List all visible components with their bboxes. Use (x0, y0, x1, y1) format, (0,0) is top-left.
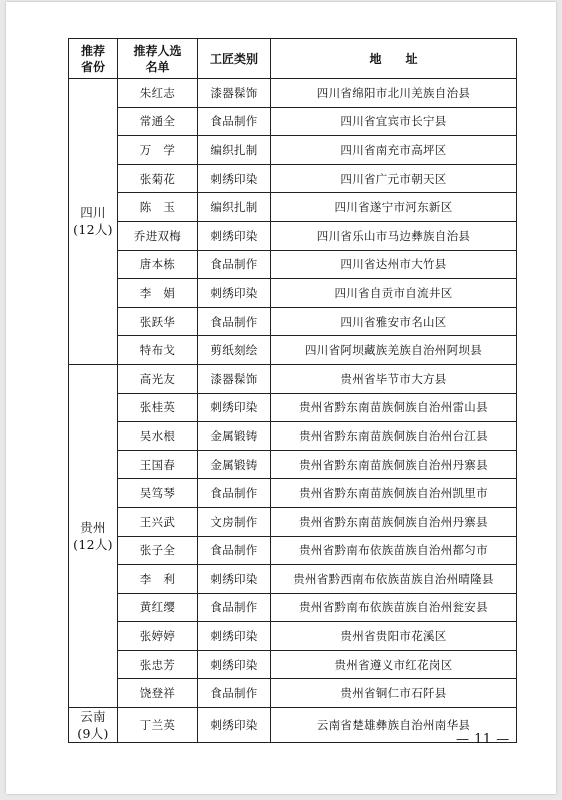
name-cell: 张菊花 (118, 164, 198, 193)
address-cell: 贵州省遵义市红花岗区 (271, 650, 517, 679)
name-cell: 张忠芳 (118, 650, 198, 679)
province-count: (12人) (73, 222, 113, 238)
name-cell: 张跃华 (118, 307, 198, 336)
category-cell: 刺绣印染 (198, 565, 271, 594)
address-cell: 四川省达州市大竹县 (271, 250, 517, 279)
name-cell: 吴笃琴 (118, 479, 198, 508)
category-cell: 编织扎制 (198, 136, 271, 165)
category-cell: 刺绣印染 (198, 221, 271, 250)
category-cell: 刺绣印染 (198, 650, 271, 679)
table-row (69, 364, 517, 393)
table-row (69, 565, 517, 594)
category-cell: 食品制作 (198, 307, 271, 336)
table-row (69, 450, 517, 479)
address-cell: 四川省宜宾市长宁县 (271, 107, 517, 136)
category-cell: 编织扎制 (198, 193, 271, 222)
address-cell: 四川省自贡市自流井区 (271, 279, 517, 308)
table-row (69, 107, 517, 136)
name-cell: 常通全 (118, 107, 198, 136)
table-row (69, 164, 517, 193)
province-name: 云南 (80, 709, 106, 725)
category-cell: 食品制作 (198, 593, 271, 622)
table-row (69, 279, 517, 308)
address-cell: 四川省广元市朝天区 (271, 164, 517, 193)
address-cell: 贵州省黔东南苗族侗族自治州丹寨县 (271, 507, 517, 536)
name-cell: 陈 玉 (118, 193, 198, 222)
address-cell: 四川省遂宁市河东新区 (271, 193, 517, 222)
table-row (69, 79, 517, 108)
table-row (69, 622, 517, 651)
address-cell: 贵州省黔东南苗族侗族自治州丹寨县 (271, 450, 517, 479)
header-province-line1: 推荐 (80, 43, 105, 58)
province-count: (9人) (77, 726, 109, 742)
table-header-row (69, 39, 517, 79)
table-row (69, 650, 517, 679)
address-cell: 贵州省黔西南布依族苗族自治州晴隆县 (271, 565, 517, 594)
name-cell: 饶登祥 (118, 679, 198, 708)
category-cell: 金属锻铸 (198, 422, 271, 451)
address-cell: 四川省雅安市名山区 (271, 307, 517, 336)
header-nominee (118, 39, 198, 79)
table-row (69, 307, 517, 336)
name-cell: 特布戈 (118, 336, 198, 365)
province-cell (69, 364, 118, 707)
category-cell: 刺绣印染 (198, 708, 271, 743)
table-body (69, 79, 517, 743)
header-province-line2: 省份 (80, 59, 105, 74)
table-row (69, 679, 517, 708)
name-cell: 李 利 (118, 565, 198, 594)
name-cell: 吴水根 (118, 422, 198, 451)
category-cell: 食品制作 (198, 107, 271, 136)
address-cell: 贵州省黔东南苗族侗族自治州凯里市 (271, 479, 517, 508)
province-name: 四川 (80, 205, 106, 221)
address-cell: 四川省乐山市马边彝族自治县 (271, 221, 517, 250)
name-cell: 乔进双梅 (118, 221, 198, 250)
category-cell: 漆器髹饰 (198, 364, 271, 393)
table-row (69, 593, 517, 622)
address-cell: 云南省楚雄彝族自治州南华县 (271, 708, 517, 743)
category-cell: 金属锻铸 (198, 450, 271, 479)
table-row (69, 422, 517, 451)
header-address: 地 址 (271, 39, 517, 79)
table-row (69, 507, 517, 536)
category-cell: 刺绣印染 (198, 622, 271, 651)
table-row (69, 136, 517, 165)
address-cell: 四川省阿坝藏族羌族自治州阿坝县 (271, 336, 517, 365)
nominee-table (68, 38, 517, 743)
category-cell: 刺绣印染 (198, 279, 271, 308)
table-row (69, 250, 517, 279)
name-cell: 朱红志 (118, 79, 198, 108)
header-category: 工匠类别 (198, 39, 271, 79)
address-cell: 四川省南充市高坪区 (271, 136, 517, 165)
address-cell: 贵州省贵阳市花溪区 (271, 622, 517, 651)
table-row (69, 336, 517, 365)
document-page (6, 2, 556, 794)
province-count: (12人) (73, 537, 113, 552)
table-row (69, 536, 517, 565)
name-cell: 王兴武 (118, 507, 198, 536)
header-province (69, 39, 118, 79)
address-cell: 贵州省黔南布依族苗族自治州瓮安县 (271, 593, 517, 622)
category-cell: 食品制作 (198, 250, 271, 279)
name-cell: 唐本栋 (118, 250, 198, 279)
name-cell: 万 学 (118, 136, 198, 165)
name-cell: 李 娟 (118, 279, 198, 308)
table-row (69, 708, 517, 743)
page-number: — 11 — (456, 732, 510, 747)
province-cell (69, 79, 118, 365)
name-cell: 黄红缨 (118, 593, 198, 622)
name-cell: 高光友 (118, 364, 198, 393)
header-nominee-line1: 推荐人选 (133, 43, 182, 58)
table-row (69, 193, 517, 222)
province-name: 贵州 (80, 520, 106, 535)
table-row (69, 393, 517, 422)
address-cell: 贵州省毕节市大方县 (271, 364, 517, 393)
name-cell: 张婷婷 (118, 622, 198, 651)
category-cell: 刺绣印染 (198, 164, 271, 193)
category-cell: 刺绣印染 (198, 393, 271, 422)
address-cell: 四川省绵阳市北川羌族自治县 (271, 79, 517, 108)
category-cell: 漆器髹饰 (198, 79, 271, 108)
name-cell: 张桂英 (118, 393, 198, 422)
name-cell: 张子全 (118, 536, 198, 565)
address-cell: 贵州省黔东南苗族侗族自治州雷山县 (271, 393, 517, 422)
name-cell: 丁兰英 (118, 708, 198, 743)
address-cell: 贵州省黔东南苗族侗族自治州台江县 (271, 422, 517, 451)
category-cell: 剪纸刻绘 (198, 336, 271, 365)
name-cell: 王国春 (118, 450, 198, 479)
table-row (69, 221, 517, 250)
header-nominee-line2: 名单 (145, 59, 170, 74)
category-cell: 食品制作 (198, 536, 271, 565)
address-cell: 贵州省铜仁市石阡县 (271, 679, 517, 708)
category-cell: 文房制作 (198, 507, 271, 536)
province-cell (69, 708, 118, 743)
table-row (69, 479, 517, 508)
category-cell: 食品制作 (198, 679, 271, 708)
category-cell: 食品制作 (198, 479, 271, 508)
address-cell: 贵州省黔南布依族苗族自治州都匀市 (271, 536, 517, 565)
